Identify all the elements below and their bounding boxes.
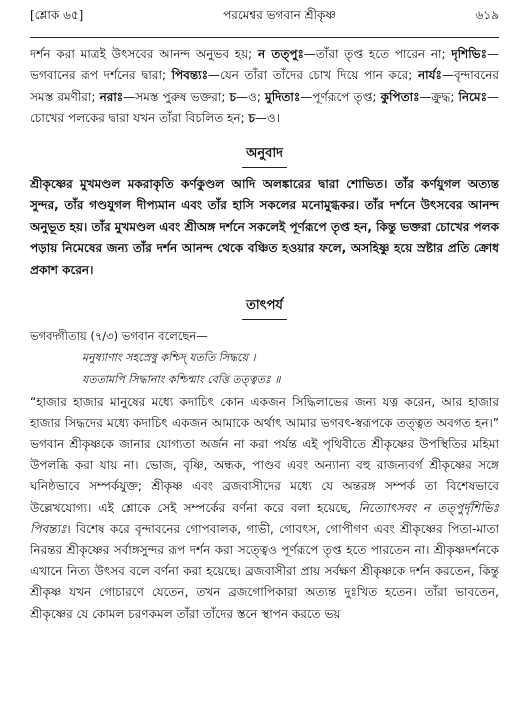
header-verse-label: [শ্লোক ৬৫] bbox=[30, 8, 84, 22]
synonym-run: নরাঃ bbox=[99, 89, 124, 104]
synonym-run: দৃশিভিঃ bbox=[451, 47, 487, 61]
synonym-run: ন তত্পুঃ bbox=[258, 47, 304, 61]
purport-run: নিত্যোৎসবং ন তত্পুর্দৃশিভিঃ পিবন্ত্যঃ bbox=[30, 500, 500, 536]
header-page-number: ৬১৯ bbox=[475, 8, 499, 22]
translation-heading bbox=[30, 144, 499, 168]
synonyms-paragraph bbox=[30, 44, 499, 130]
purport-heading bbox=[30, 296, 499, 320]
synonym-run: —বৃন্দাবনের সমস্ত রমণীরা; bbox=[30, 68, 499, 104]
synonym-run: —ও; bbox=[236, 89, 266, 104]
synonym-run: —যেন তাঁরা তাঁদের চোখ দিয়ে পান করে; bbox=[208, 68, 418, 83]
translation-text: শ্রীকৃষ্ণের মুখমণ্ডল মকরাকৃতি কর্ণকুণ্ডল আদি অলঙ্কারের দ্বারা শোভিত। তাঁর কর্ণযুগল অত্যন্ত সুন্দর, তাঁর গণ্ডযুগল দীপ্যমান এবং তাঁর হাসি সকলের মনোমুগ্ধকর। তাঁর দর্শনে উৎসবের আনন্দ অনুভূত হয়। তাঁর মুখমণ্ডল এবং শ্রীঅঙ্গ দর্শনে সকলেই পূর্ণরূপে তৃপ্ত হন, কিন্তু ভক্তরা চোখের পলক পড়ায় নিমেষের জন্য তাঁর দর্শন আনন্দ থেকে বঞ্চিত হওয়ার ফলে, অসহিষ্ণু হয়ে স্রষ্টার প্রতি ক্রোধ প্রকাশ করেন। bbox=[30, 176, 499, 277]
purport-paragraph bbox=[30, 392, 499, 625]
synonym-run: —তাঁরা তৃপ্ত হতে পারেন না; bbox=[303, 47, 452, 61]
synonym-run: মুদিতাঃ bbox=[265, 89, 301, 104]
purport-intro: ভগবদ্গীতায় (৭/৩) ভগবান বলেছেন— bbox=[30, 328, 208, 343]
purport-heading-text: তাৎপর্য bbox=[242, 296, 287, 320]
header-chapter-title: পরমেশ্বর ভগবান শ্রীকৃষ্ণ bbox=[223, 8, 336, 22]
synonym-run: নিমেঃ bbox=[458, 89, 487, 104]
synonym-run: দর্শন করা মাত্রই উৎসবের আনন্দ অনুভব হয়; bbox=[30, 47, 259, 61]
verse-line-2: যততামপি সিদ্ধানাং কশ্চিন্মাং বেত্তি তত্ত্বতঃ ॥ bbox=[82, 372, 281, 386]
synonym-run: —সমস্ত পুরুষ ভক্তরা; bbox=[123, 89, 230, 104]
verse-line-1: মনুষ্যাণাং সহস্রেষু কশ্চিদ্ যততি সিদ্ধয়ে । bbox=[82, 350, 256, 364]
synonym-run: —ও। bbox=[254, 111, 281, 126]
synonym-run: —চোখের পলকের দ্বারা যখন তাঁরা বিচলিত হন; bbox=[30, 89, 499, 126]
synonym-run: পিবন্ত্যঃ bbox=[171, 68, 208, 83]
translation-heading-text: অনুবাদ bbox=[242, 144, 287, 168]
purport-run: । বিশেষ করে বৃন্দাবনের গোপবালক, গাভী, গোবৎস, গোপীগণ এবং শ্রীকৃষ্ণের পিতা-মাতা নিরন্তর শ্রীকৃষ্ণের সর্বাঙ্গসুন্দর রূপ দর্শন করা সত্ত্বেও পূর্ণরূপে তৃপ্ত হতে পারতেন না। শ্রীকৃষ্ণদর্শনকে এখানে নিত্য উৎসব বলে বর্ণনা করা হয়েছে। ব্রজবাসীরা প্রায় সর্বক্ষণ শ্রীকৃষ্ণকে দর্শন করতেন, কিন্তু শ্রীকৃষ্ণ যখন গোচারণে যেতেন, তখন ব্রজগোপিকারা অত্যন্ত দুঃখিত হতেন। তাঁরা ভাবতেন, শ্রীকৃষ্ণের যে কোমল চরণকমল তাঁরা তাঁদের স্তনে স্থাপন করতে ভয় bbox=[30, 521, 499, 621]
synonym-run: —ক্রুদ্ধ; bbox=[419, 89, 459, 104]
synonym-run: চ bbox=[229, 89, 237, 104]
page-header bbox=[30, 0, 499, 37]
synonym-run: —পূর্ণরূপে তৃপ্ত; bbox=[300, 89, 381, 104]
purport-run: “হাজার হাজার মানুষের মধ্যে কদাচিৎ কোন একজন সিদ্ধিলাভের জন্য যত্ন করেন, আর হাজার হাজার সিদ্ধদের মধ্যে কদাচিৎ একজন আমাকে অর্থাৎ আমার ভগবৎ-স্বরূপকে তত্ত্বত অবগত হন।” ভগবান শ্রীকৃষ্ণকে জানার যোগ্যতা অর্জন না করা পর্যন্ত এই পৃথিবীতে শ্রীকৃষ্ণের উপস্থিতির মহিমা উপলব্ধি করা যায় না। ভোজ, বৃষ্ণি, অন্ধক, পাণ্ডব এবং অন্যান্য বহু রাজন্যবর্গ শ্রীকৃষ্ণের সঙ্গে ঘনিষ্ঠভাবে সম্পর্কযুক্ত; শ্রীকৃষ্ণ এবং ব্রজবাসীদের মধ্যে যে অন্তরঙ্গ সম্পর্ক তা বিশেষভাবে উল্লেখযোগ্য। এই শ্লোকে সেই সম্পর্কের বর্ণনা করে বলা হয়েছে, bbox=[30, 394, 499, 515]
synonym-run: কুপিতাঃ bbox=[380, 89, 420, 104]
synonym-run: নার্যঃ bbox=[417, 68, 442, 83]
synonym-run: চ bbox=[248, 111, 255, 126]
synonym-run: —ভগবানের রূপ দর্শনের দ্বারা; bbox=[30, 47, 499, 83]
header-divider bbox=[30, 37, 499, 38]
